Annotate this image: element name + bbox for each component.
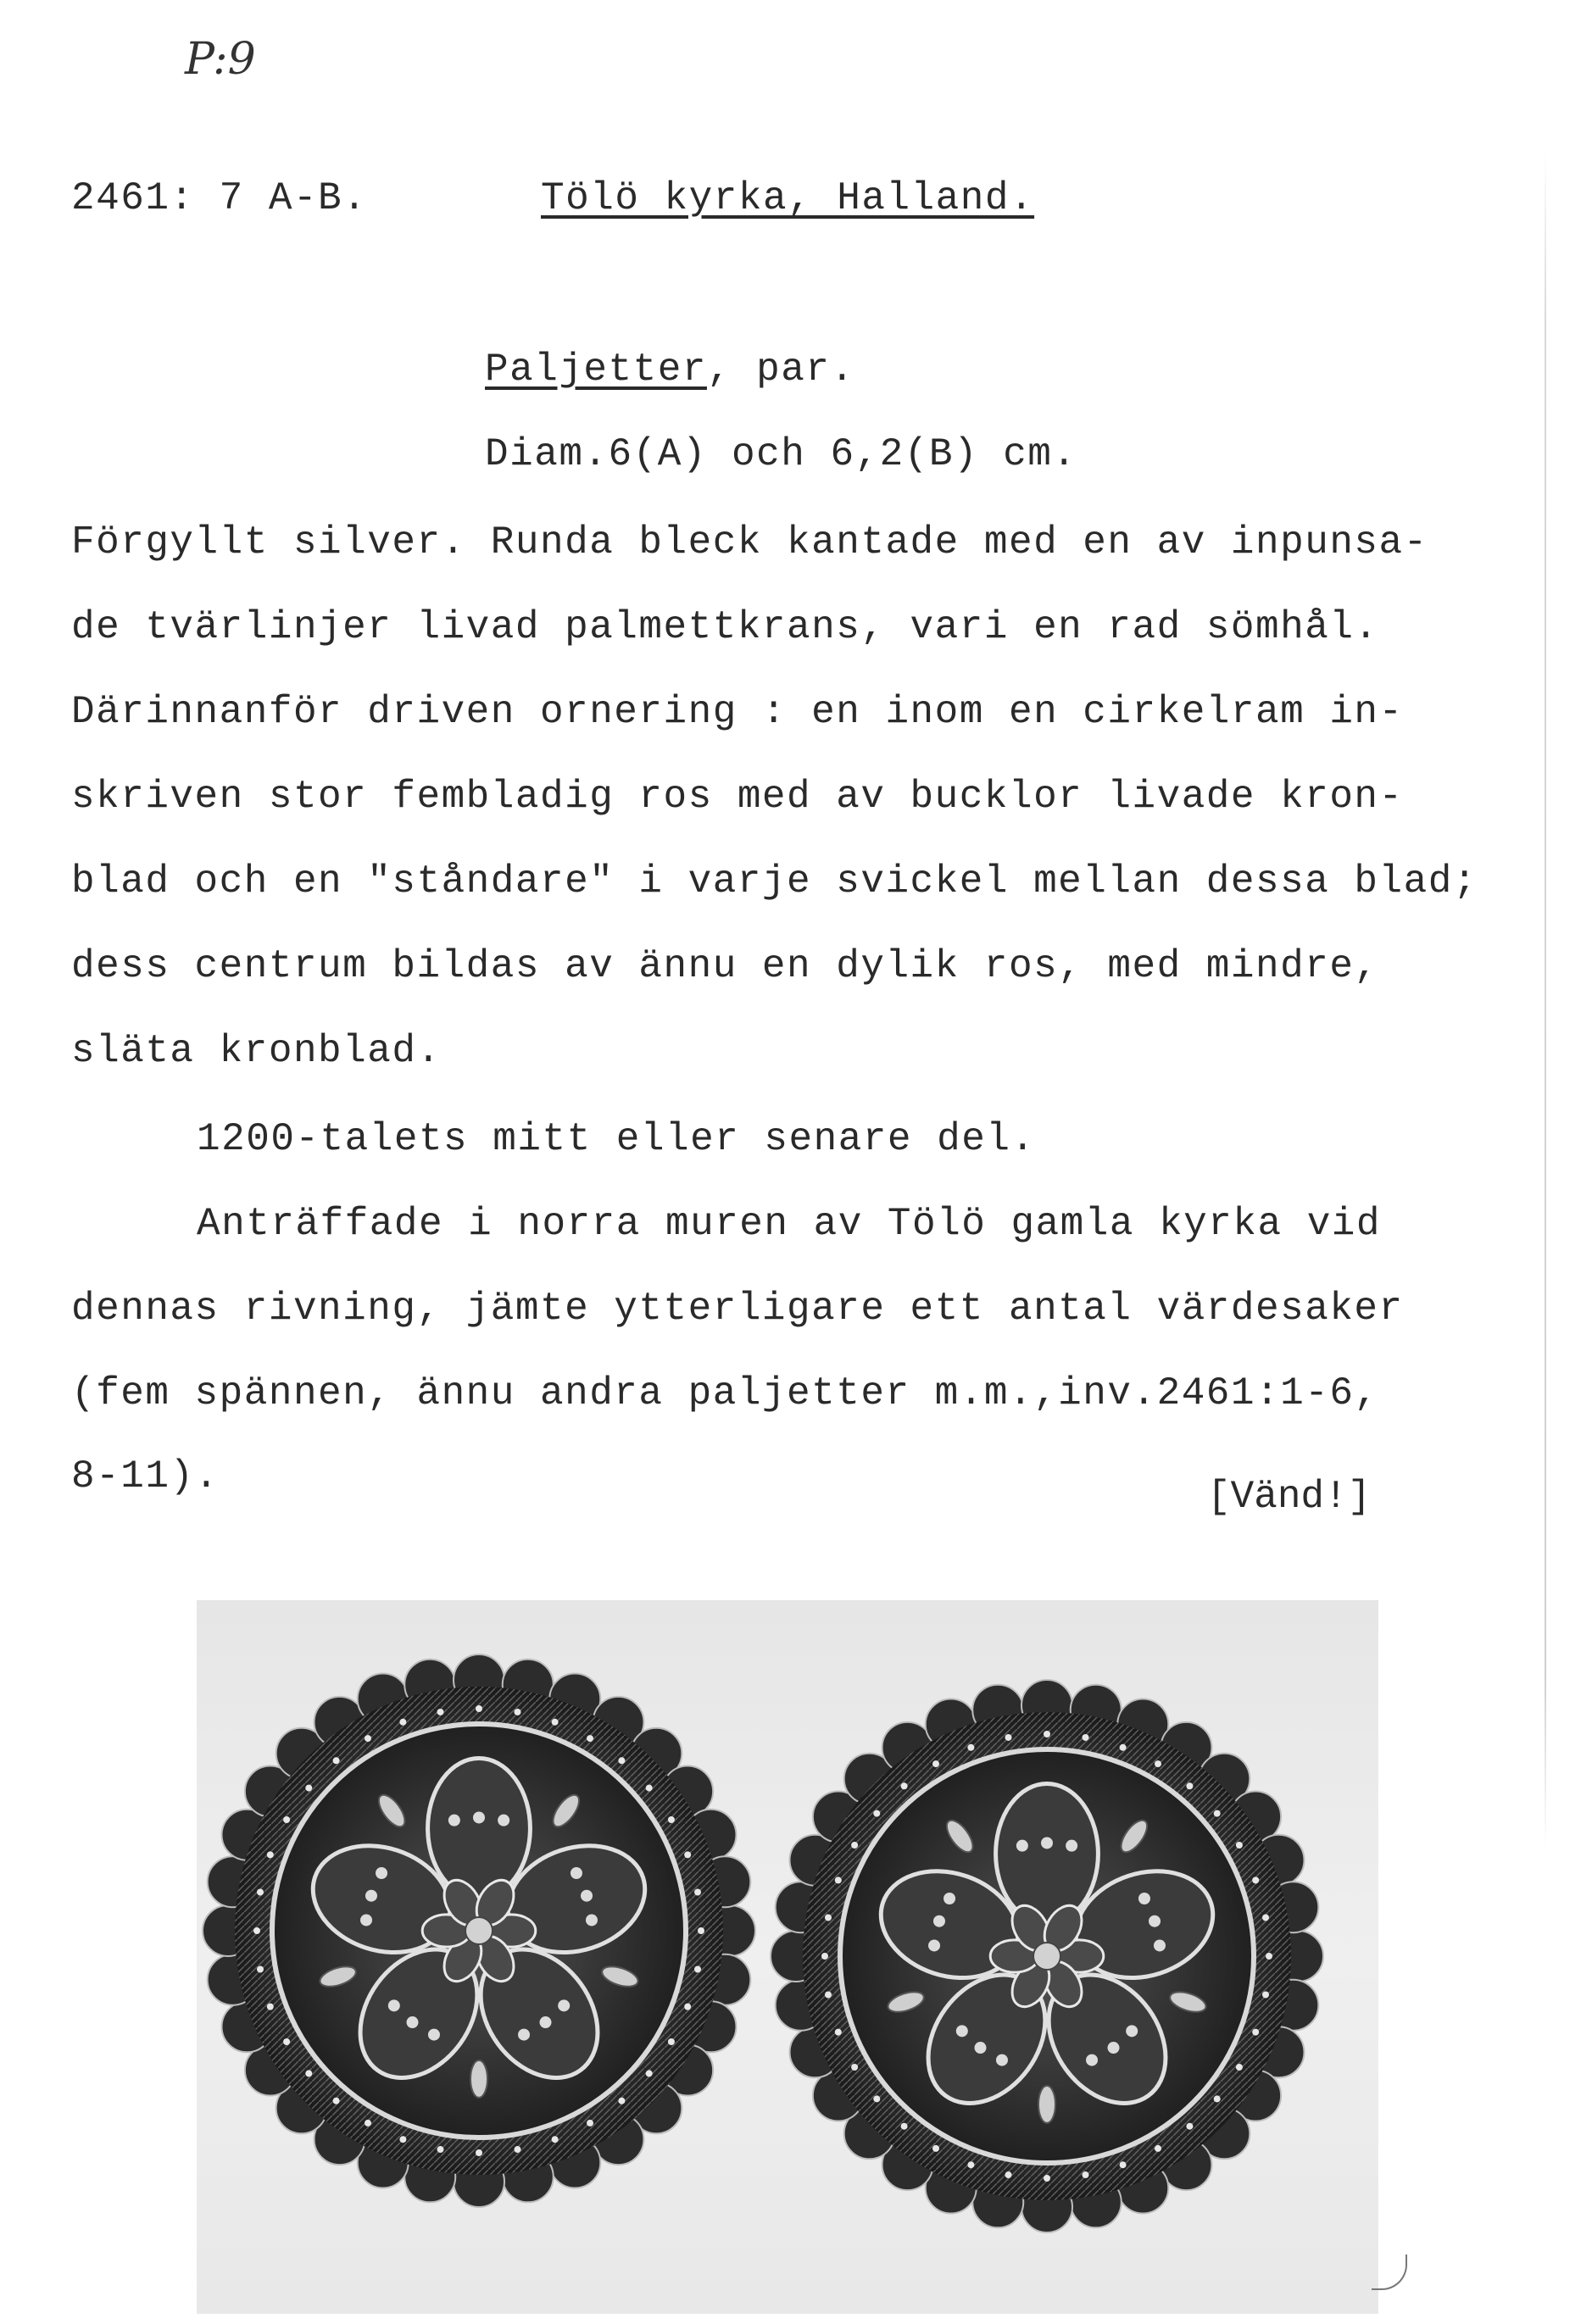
stitch-hole (1214, 2095, 1221, 2102)
sequins-illustration (197, 1600, 1378, 2314)
petal-boss (1108, 2042, 1120, 2054)
stitch-hole (835, 1876, 842, 1883)
petal-boss (928, 1939, 940, 1951)
stitch-hole (698, 1927, 704, 1934)
petal-boss (540, 2016, 552, 2028)
stitch-hole (1082, 1734, 1088, 1741)
stitch-hole (901, 2123, 908, 2130)
petal-boss (376, 1867, 387, 1879)
photograph (197, 1600, 1378, 2314)
petal-boss (1149, 1915, 1161, 1927)
stitch-hole (694, 1965, 701, 1972)
stamen (470, 2060, 487, 2098)
stitch-hole (1155, 1760, 1161, 1767)
object-title-suffix: , par. (706, 347, 855, 392)
stitch-hole (1236, 2064, 1243, 2071)
petal-boss (956, 2025, 968, 2037)
dating: 1200-talets mitt eller senare del. (197, 1117, 1036, 1161)
stitch-hole (1082, 2171, 1088, 2178)
stitch-hole (646, 2070, 653, 2077)
petal-boss (1154, 1939, 1166, 1951)
object-title-line (485, 347, 855, 392)
stitch-hole (684, 1851, 691, 1858)
petal-boss (571, 1867, 582, 1879)
stitch-hole (1262, 1915, 1269, 1921)
stitch-hole (365, 2120, 371, 2127)
stitch-hole (932, 2145, 939, 2152)
find-line: (fem spännen, ännu andra paljetter m.m.,inv.2461:1-6, (71, 1371, 1379, 1415)
stitch-hole (333, 1757, 340, 1764)
stitch-hole (305, 1785, 312, 1792)
petal-boss (1041, 1837, 1053, 1849)
stitch-hole (901, 1782, 908, 1789)
petal-boss (558, 1999, 570, 2011)
stitch-hole (1236, 1842, 1243, 1849)
stitch-hole (1120, 2161, 1127, 2168)
sequin-a (203, 1654, 755, 2207)
stitch-hole (437, 1709, 444, 1715)
stitch-hole (873, 2095, 880, 2102)
stitch-hole (821, 1953, 828, 1960)
stitch-hole (437, 2146, 444, 2153)
petal-boss (1066, 1840, 1077, 1852)
centre-boss (465, 1917, 493, 1944)
stitch-hole (1214, 1810, 1221, 1817)
card-edge-line (1545, 153, 1546, 1848)
petal-boss (365, 1890, 377, 1902)
stitch-hole (825, 1915, 832, 1921)
stitch-hole (1005, 1734, 1012, 1741)
petal-boss (933, 1915, 945, 1927)
stitch-hole (333, 2098, 340, 2104)
petal-boss (1126, 2025, 1138, 2037)
stitch-hole (552, 1719, 559, 1726)
stitch-hole (1120, 1744, 1127, 1751)
stitch-hole (646, 1785, 653, 1792)
stitch-hole (476, 1705, 482, 1712)
rose-petal (996, 1783, 1099, 1923)
stitch-hole (1186, 2123, 1193, 2130)
rose-petal (428, 1758, 531, 1898)
stitch-hole (399, 2136, 406, 2143)
petal-boss (406, 2016, 418, 2028)
find-line: dennas rivning, jämte ytterligare ett antal värdesaker (71, 1287, 1404, 1331)
dimensions: Diam.6(A) och 6,2(B) cm. (485, 432, 1077, 476)
petal-boss (581, 1890, 593, 1902)
stitch-hole (283, 1816, 290, 1823)
centre-boss (1033, 1943, 1060, 1970)
find-line: 8-11). (71, 1454, 220, 1498)
stitch-hole (1044, 2175, 1050, 2182)
stitch-hole (257, 1889, 264, 1896)
stitch-hole (476, 2149, 482, 2156)
petal-boss (944, 1893, 955, 1904)
description-line: dess centrum bildas av ännu en dylik ros, med mindre, (71, 944, 1379, 988)
petal-boss (1016, 1840, 1028, 1852)
turn-note: [Vänd!] (1207, 1475, 1372, 1519)
stitch-hole (932, 1760, 939, 1767)
stitch-hole (618, 2098, 625, 2104)
petal-boss (428, 2029, 440, 2041)
stitch-hole (967, 1744, 974, 1751)
petal-boss (586, 1914, 598, 1926)
stitch-hole (1186, 1782, 1193, 1789)
petal-boss (498, 1815, 509, 1826)
stitch-hole (253, 1927, 260, 1934)
stitch-hole (825, 1991, 832, 1998)
description-line: Därinnanför driven ornering : en inom en cirkelram in- (71, 690, 1404, 734)
petal-boss (518, 2029, 530, 2041)
stitch-hole (587, 2120, 593, 2127)
stitch-hole (305, 2070, 312, 2077)
stitch-hole (851, 1842, 858, 1849)
location-heading: Tölö kyrka, Halland. (541, 176, 1035, 220)
stitch-hole (257, 1965, 264, 1972)
stitch-hole (618, 1757, 625, 1764)
stitch-hole (587, 1735, 593, 1742)
stitch-hole (283, 2038, 290, 2045)
stitch-hole (1044, 1731, 1050, 1737)
petal-boss (360, 1914, 372, 1926)
handwritten-reference: P:9 (185, 34, 256, 85)
description-line: Förgyllt silver. Runda bleck kantade med en av inpunsa- (71, 520, 1428, 564)
petal-boss (388, 1999, 400, 2011)
description-line: släta kronblad. (71, 1029, 442, 1073)
photo-corner-mark (1372, 2255, 1407, 2290)
stitch-hole (1005, 2171, 1012, 2178)
stitch-hole (552, 2136, 559, 2143)
stitch-hole (851, 2064, 858, 2071)
stitch-hole (1262, 1991, 1269, 1998)
stitch-hole (684, 2004, 691, 2010)
stitch-hole (873, 1810, 880, 1817)
stitch-hole (267, 1851, 274, 1858)
stitch-hole (694, 1889, 701, 1896)
stitch-hole (967, 2161, 974, 2168)
stitch-hole (267, 2004, 274, 2010)
stitch-hole (668, 1816, 675, 1823)
petal-boss (996, 2054, 1008, 2066)
petal-boss (473, 1811, 485, 1823)
stitch-hole (835, 2029, 842, 2036)
stitch-hole (1266, 1953, 1272, 1960)
stitch-hole (668, 2038, 675, 2045)
petal-boss (1138, 1893, 1150, 1904)
stitch-hole (399, 1719, 406, 1726)
stitch-hole (365, 1735, 371, 1742)
find-line: Anträffade i norra muren av Tölö gamla kyrka vid (197, 1202, 1382, 1246)
description-line: skriven stor fembladig ros med av bucklor livade kron- (71, 775, 1404, 819)
description-line: blad och en "ståndare" i varje svickel mellan dessa blad; (71, 859, 1478, 903)
stitch-hole (514, 2146, 520, 2153)
petal-boss (974, 2042, 986, 2054)
stitch-hole (1252, 1876, 1259, 1883)
sequin-b (771, 1680, 1323, 2232)
stamen (1038, 2086, 1055, 2123)
stitch-hole (1252, 2029, 1259, 2036)
petal-boss (448, 1815, 460, 1826)
stitch-hole (1155, 2145, 1161, 2152)
inventory-number: 2461: 7 A-B. (71, 176, 368, 220)
description-line: de tvärlinjer livad palmettkrans, vari en rad sömhål. (71, 605, 1379, 649)
stitch-hole (514, 1709, 520, 1715)
petal-boss (1086, 2054, 1098, 2066)
object-title: Paljetter (485, 347, 707, 392)
